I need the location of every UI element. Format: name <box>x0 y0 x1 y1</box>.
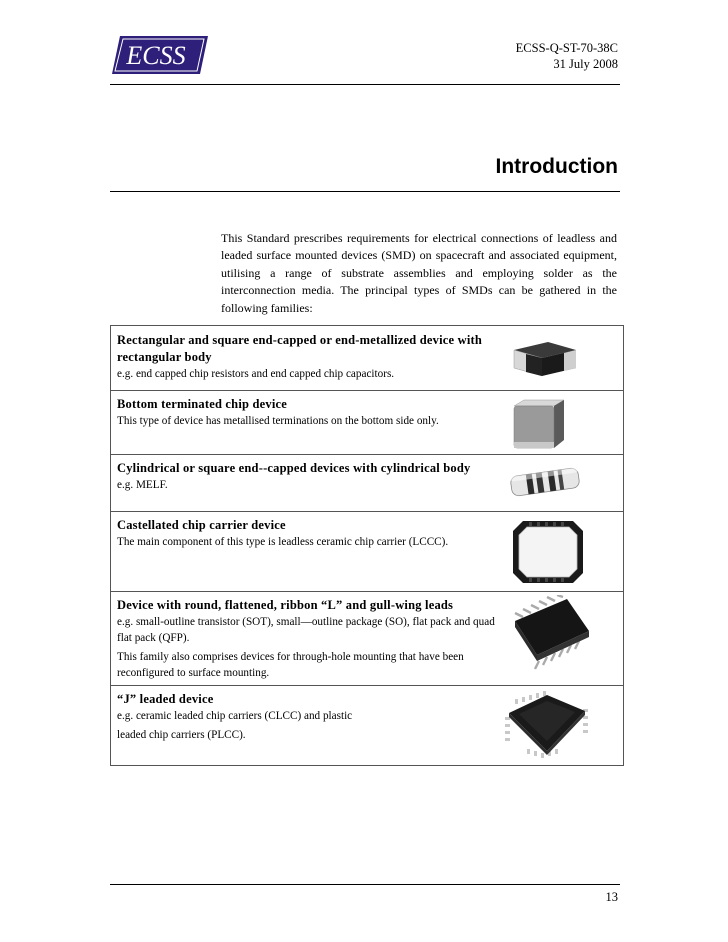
lccc-package-icon <box>509 517 587 592</box>
footer-rule <box>110 884 620 885</box>
gull-wing-soic-icon <box>501 595 597 680</box>
row-description: This type of device has metallised terminations on the bottom side only. <box>117 415 439 427</box>
row-title: Cylindrical or square end--capped devices with cylindrical body <box>117 461 471 475</box>
table-row <box>111 390 623 455</box>
table-row <box>111 685 623 765</box>
row-description: leaded chip carriers (PLCC). <box>117 729 246 741</box>
row-description: e.g. small-outline transistor (SOT), small—outline package (SO), flat pack and quad flat pack (QFP). <box>117 616 495 644</box>
table-row <box>111 591 623 686</box>
row-description: e.g. ceramic leaded chip carriers (CLCC) and plastic <box>117 710 353 722</box>
header-rule <box>110 84 620 85</box>
title-rule <box>110 191 620 192</box>
document-header-info <box>516 40 618 72</box>
table-row <box>111 454 623 512</box>
table-row <box>111 326 623 391</box>
row-title: Device with round, flattened, ribbon “L” and gull-wing leads <box>117 598 454 612</box>
logo-text: ECSS <box>126 41 186 70</box>
row-text <box>117 396 495 429</box>
section-title: Introduction <box>495 155 618 178</box>
document-id: ECSS-Q-ST-70-38C <box>515 41 618 55</box>
row-title: “J” leaded device <box>117 692 214 706</box>
row-title: Castellated chip carrier device <box>117 518 286 532</box>
row-text <box>117 691 495 743</box>
bottom-terminated-chip-icon <box>508 396 568 457</box>
row-description: e.g. end capped chip resistors and end capped chip capacitors. <box>117 368 395 380</box>
row-description: This family also comprises devices for through-hole mounting that have been reconfigured to surface mounting. <box>117 651 464 679</box>
row-text <box>117 597 495 681</box>
row-text <box>117 332 495 382</box>
document-date: 31 July 2008 <box>553 57 618 71</box>
page-number: 13 <box>605 890 618 904</box>
melf-resistor-icon <box>505 464 585 505</box>
row-description: e.g. MELF. <box>117 479 168 491</box>
chip-resistor-icon <box>506 336 586 385</box>
intro-paragraph: This Standard prescribes requirements for electrical connections of leadless and leaded surface mounted devices (SMD) on spacecraft and associated equipment, utilising a range of substrate assemblies and employing solder as the interconnection media. The principal types of SMDs can be gathered in the following families: <box>221 231 617 315</box>
row-text <box>117 517 495 550</box>
row-title: Rectangular and square end-capped or end-metallized device with rectangular body <box>117 333 483 364</box>
smd-families-table <box>110 325 624 766</box>
row-text <box>117 460 495 493</box>
ecss-logo <box>112 36 208 74</box>
row-title: Bottom terminated chip device <box>117 397 288 411</box>
plcc-package-icon <box>497 689 597 766</box>
row-description: The main component of this type is leadless ceramic chip carrier (LCCC). <box>117 536 449 548</box>
table-row <box>111 511 623 592</box>
